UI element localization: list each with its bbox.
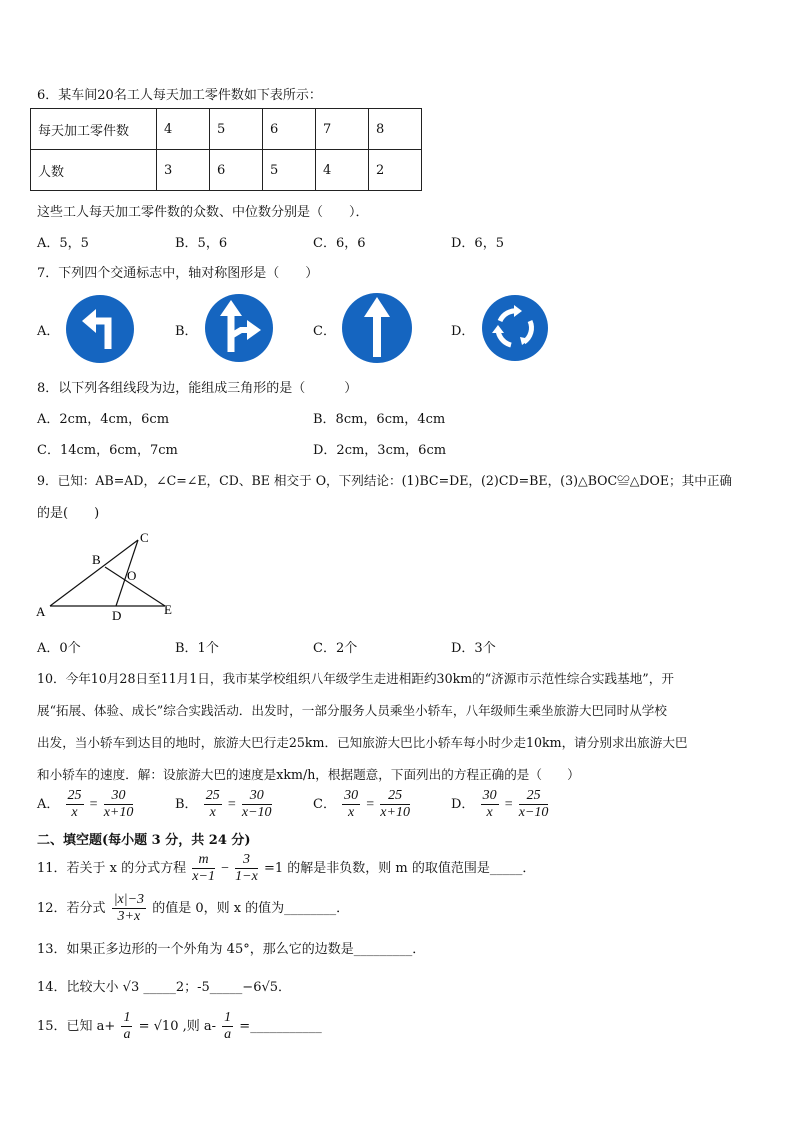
q12-suffix: 的值是 0，则 x 的值为________． — [152, 901, 350, 916]
fraction-m: $\frac{m}{x-1}$ — [192, 852, 215, 884]
left-fraction: $\frac{25}{x}$ — [67, 788, 82, 820]
q8-option-d: D．2cm，3cm，6cm — [313, 443, 447, 458]
right-fraction: $\frac{30}{x+10}$ — [103, 788, 134, 820]
q12-prefix: 12．若分式 — [37, 901, 106, 916]
q8-option-c: C．14cm，6cm，7cm — [37, 443, 178, 458]
table-row — [31, 150, 422, 191]
q10-option-a: A． $\frac{25}{x}$ = $\frac{30}{x+10}$ — [37, 788, 134, 820]
q9-line2: 的是( ) — [37, 506, 100, 521]
section-heading: 二、填空题(每小题 3 分，共 24 分) — [37, 833, 251, 848]
q11: 11．若关于 x 的分式方程 $\frac{m}{x-1}$ − $\frac{3}{1-x}$ =1 的解是非负数，则 m 的取值范围是_____． — [37, 852, 536, 884]
q10-line2: 展“拓展、体验、成长”综合实践活动．出发时，一部分服务人员乘坐小轿车，八年级师生乘坐旅游大巴同时从学校 — [37, 703, 667, 718]
q8-option-b: B．8cm，6cm，4cm — [313, 412, 446, 427]
q9-option-d: D．3个 — [451, 641, 496, 656]
q7-stem: 7．下列四个交通标志中，轴对称图形是（ ） — [37, 266, 319, 281]
turn-left-sign-icon — [62, 291, 138, 367]
q10-line1: 10．今年10月28日至11月1日，我市某学校组织八年级学生走进相距约30km的“济源市示范性综合实践基地”，开 — [37, 671, 674, 686]
table-cell: 4 — [316, 150, 369, 191]
triangle-figure — [30, 528, 190, 628]
q10-line4: 和小轿车的速度．解：设旅游大巴的速度是xkm/h，根据题意，下面列出的方程正确的是（ ） — [37, 767, 580, 782]
q15-mid: = √10 ,则 a- — [138, 1019, 217, 1034]
table-cell: 7 — [316, 109, 369, 150]
right-fraction: $\frac{25}{x+10}$ — [380, 788, 410, 820]
left-fraction: $\frac{30}{x}$ — [482, 788, 497, 820]
q6-question: 这些工人每天加工零件数的众数、中位数分别是（ ）． — [37, 205, 369, 220]
q7-label-b: B． — [175, 324, 198, 339]
table-cell: 每天加工零件数 — [31, 109, 157, 150]
right-fraction: $\frac{30}{x-10}$ — [241, 788, 272, 820]
fraction-1-over-a: $\frac{1}{a}$ — [224, 1010, 232, 1042]
option-label: D． — [451, 797, 475, 812]
q11-suffix: =1 的解是非负数，则 m 的取值范围是_____． — [263, 861, 536, 876]
table-row — [31, 109, 422, 150]
left-fraction: $\frac{25}{x}$ — [205, 788, 220, 820]
q11-prefix: 11．若关于 x 的分式方程 — [37, 861, 187, 876]
q15-suffix: =___________ — [239, 1019, 322, 1034]
q6-option-b: B．5，6 — [175, 236, 228, 251]
q14: 14．比较大小 √3 _____2；-5_____−6√5． — [37, 980, 292, 995]
table-cell: 8 — [369, 109, 422, 150]
point-label-c: C — [140, 530, 149, 545]
q7-label-a: A． — [37, 324, 60, 339]
table-cell: 4 — [157, 109, 210, 150]
point-label-e: E — [164, 602, 172, 617]
q12 — [37, 892, 349, 925]
option-label: C． — [313, 797, 336, 812]
point-label-o: O — [127, 568, 137, 583]
table-cell: 5 — [263, 150, 316, 191]
point-label-d: D — [112, 608, 122, 623]
fraction-1-over-a: $\frac{1}{a}$ — [123, 1010, 131, 1042]
q6-option-c: C．6，6 — [313, 236, 366, 251]
right-fraction: $\frac{25}{x-10}$ — [518, 788, 549, 820]
left-fraction: $\frac{30}{x}$ — [344, 788, 359, 820]
q13: 13．如果正多边形的一个外角为 45°，那么它的边数是_________． — [37, 942, 426, 957]
option-label: A． — [37, 797, 60, 812]
table-cell: 3 — [157, 150, 210, 191]
q9-option-c: C．2个 — [313, 641, 358, 656]
table-cell: 6 — [263, 109, 316, 150]
straight-or-right-sign-icon — [201, 290, 277, 366]
point-label-a: A — [36, 604, 46, 619]
straight-ahead-sign-icon — [338, 289, 416, 367]
q15-prefix: 15．已知 a+ — [37, 1019, 116, 1034]
q8-option-a: A．2cm，4cm，6cm — [37, 412, 170, 427]
q6-option-a: A．5，5 — [37, 236, 89, 251]
q9-option-b: B．1个 — [175, 641, 219, 656]
table-cell: 6 — [210, 150, 263, 191]
q9-option-a: A．0个 — [37, 641, 81, 656]
option-label: B． — [175, 797, 198, 812]
table-cell: 2 — [369, 150, 422, 191]
q10-option-d: D． $\frac{30}{x}$ = $\frac{25}{x-10}$ — [451, 788, 549, 820]
q6-stem: 6．某车间20名工人每天加工零件数如下表所示： — [37, 88, 322, 103]
table-cell: 人数 — [31, 150, 157, 191]
q15 — [37, 1010, 322, 1043]
fraction-3: $\frac{3}{1-x}$ — [235, 852, 258, 884]
q10-line3: 出发，当小轿车到达目的地时，旅游大巴行走25km．已知旅游大巴比小轿车每小时少走10km，请分别求出旅游大巴 — [37, 735, 688, 750]
q7-label-d: D． — [451, 324, 475, 339]
q6-option-d: D．6，5 — [451, 236, 504, 251]
fraction-abs-x: $\frac{|x|-3}{3+x}$ — [113, 892, 145, 924]
q9-line1: 9．已知：AB=AD，∠C=∠E，CD、BE 相交于 O，下列结论：(1)BC=DE，(2)CD=BE，(3)△BOC≌△DOE；其中正确 — [37, 473, 733, 488]
q10-option-c: C． $\frac{30}{x}$ = $\frac{25}{x+10}$ — [313, 788, 410, 820]
point-label-b: B — [92, 552, 101, 567]
q8-stem: 8．以下列各组线段为边，能组成三角形的是（ ） — [37, 381, 358, 396]
q6-table — [30, 108, 422, 191]
q10-option-b: B． $\frac{25}{x}$ = $\frac{30}{x-10}$ — [175, 788, 272, 820]
table-cell: 5 — [210, 109, 263, 150]
roundabout-sign-icon — [478, 291, 552, 365]
q7-label-c: C． — [313, 324, 336, 339]
